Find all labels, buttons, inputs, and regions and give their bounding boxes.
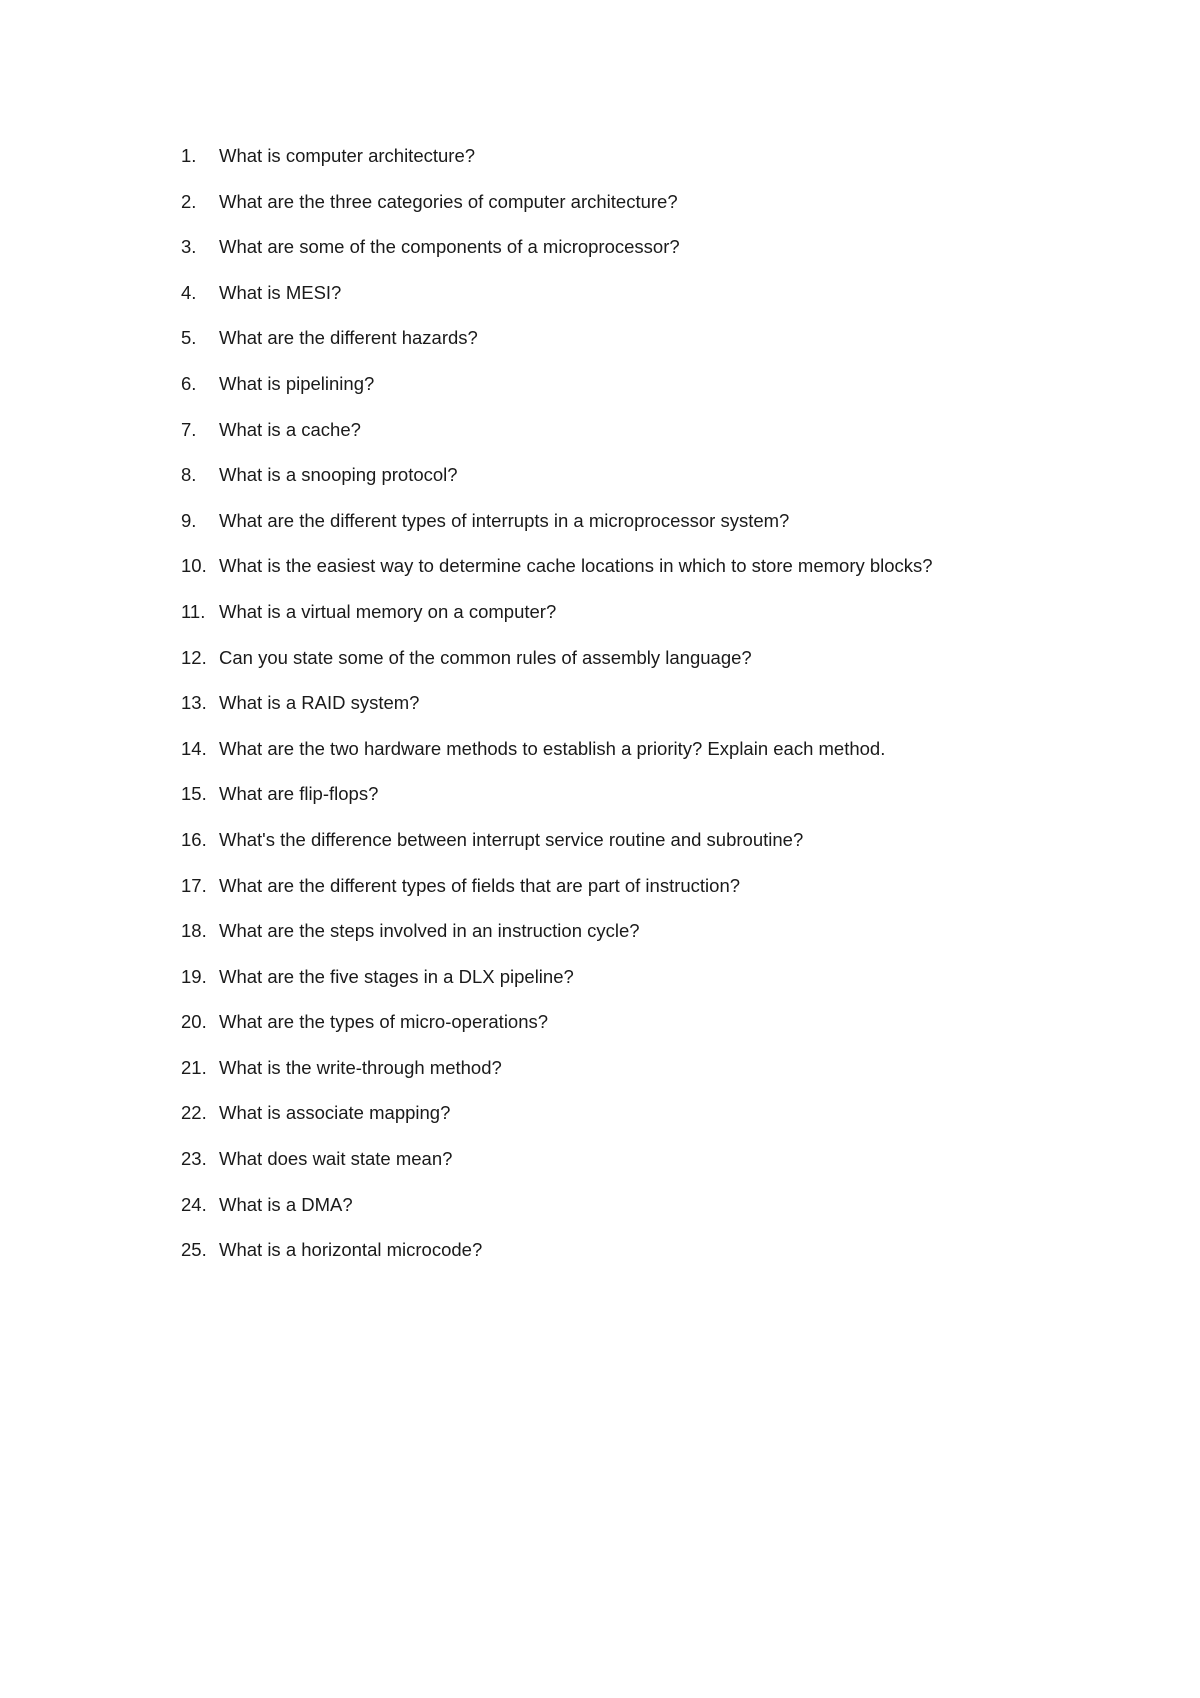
question-number: 6. (181, 372, 197, 394)
question-text: Can you state some of the common rules of assembly language? (219, 646, 752, 668)
question-item (181, 1193, 933, 1239)
question-item (181, 828, 933, 874)
question-number: 4. (181, 281, 197, 303)
question-text: What are the different types of fields that are part of instruction? (219, 874, 741, 896)
question-item (181, 1101, 933, 1147)
question-text: What are flip-flops? (219, 783, 379, 805)
question-number: 21. (181, 1056, 207, 1078)
question-list (181, 144, 933, 1284)
question-text: What are some of the components of a microprocessor? (219, 236, 680, 258)
question-number: 22. (181, 1102, 207, 1124)
question-item (181, 235, 933, 281)
question-number: 5. (181, 327, 197, 349)
question-number: 20. (181, 1011, 207, 1033)
question-item (181, 190, 933, 236)
question-item (181, 782, 933, 828)
question-item (181, 919, 933, 965)
question-item (181, 965, 933, 1011)
question-number: 7. (181, 418, 197, 440)
question-number: 17. (181, 874, 207, 896)
question-number: 11. (181, 600, 206, 622)
question-number: 15. (181, 783, 207, 805)
question-number: 2. (181, 190, 197, 212)
question-text: What are the three categories of computer architecture? (219, 190, 678, 212)
question-text: What is a DMA? (219, 1193, 353, 1215)
question-text: What are the different hazards? (219, 327, 478, 349)
question-text: What is pipelining? (219, 372, 375, 394)
question-item (181, 737, 933, 783)
question-item (181, 1147, 933, 1193)
question-text: What is a virtual memory on a computer? (219, 600, 557, 622)
question-text: What is a RAID system? (219, 692, 420, 714)
question-item (181, 874, 933, 920)
question-item (181, 600, 933, 646)
question-number: 3. (181, 236, 197, 258)
question-text: What is the write-through method? (219, 1056, 502, 1078)
question-item (181, 418, 933, 464)
question-number: 16. (181, 828, 207, 850)
question-number: 13. (181, 692, 207, 714)
question-text: What is associate mapping? (219, 1102, 451, 1124)
question-number: 25. (181, 1239, 207, 1261)
question-number: 24. (181, 1193, 207, 1215)
question-text: What does wait state mean? (219, 1148, 453, 1170)
question-item (181, 691, 933, 737)
question-number: 1. (181, 145, 197, 166)
question-item (181, 326, 933, 372)
question-text: What's the difference between interrupt service routine and subroutine? (219, 828, 804, 850)
question-number: 9. (181, 509, 197, 531)
question-text: What is the easiest way to determine cache locations in which to store memory blocks? (219, 555, 933, 577)
question-item (181, 646, 933, 692)
question-number: 18. (181, 920, 207, 942)
question-item (181, 372, 933, 418)
question-text: What is a cache? (219, 418, 361, 440)
question-text: What are the two hardware methods to establish a priority? Explain each method. (219, 737, 886, 759)
question-item (181, 509, 933, 555)
question-text: What are the different types of interrupts in a microprocessor system? (219, 509, 790, 531)
question-item (181, 1056, 933, 1102)
question-item (181, 1010, 933, 1056)
question-item (181, 1238, 933, 1284)
question-number: 14. (181, 737, 207, 759)
question-text: What is a snooping protocol? (219, 464, 458, 486)
question-item (181, 554, 933, 600)
question-text: What is MESI? (219, 281, 342, 303)
question-text: What are the types of micro-operations? (219, 1011, 549, 1033)
question-number: 8. (181, 464, 197, 486)
question-text: What are the five stages in a DLX pipeline? (219, 965, 574, 987)
question-number: 23. (181, 1148, 207, 1170)
question-number: 19. (181, 965, 207, 987)
question-text: What is a horizontal microcode? (219, 1239, 483, 1261)
question-item (181, 463, 933, 509)
question-item (181, 144, 933, 190)
question-number: 12. (181, 646, 207, 668)
question-text: What are the steps involved in an instruction cycle? (219, 920, 640, 942)
question-number: 10. (181, 555, 207, 577)
question-text: What is computer architecture? (219, 145, 476, 166)
question-item (181, 281, 933, 327)
